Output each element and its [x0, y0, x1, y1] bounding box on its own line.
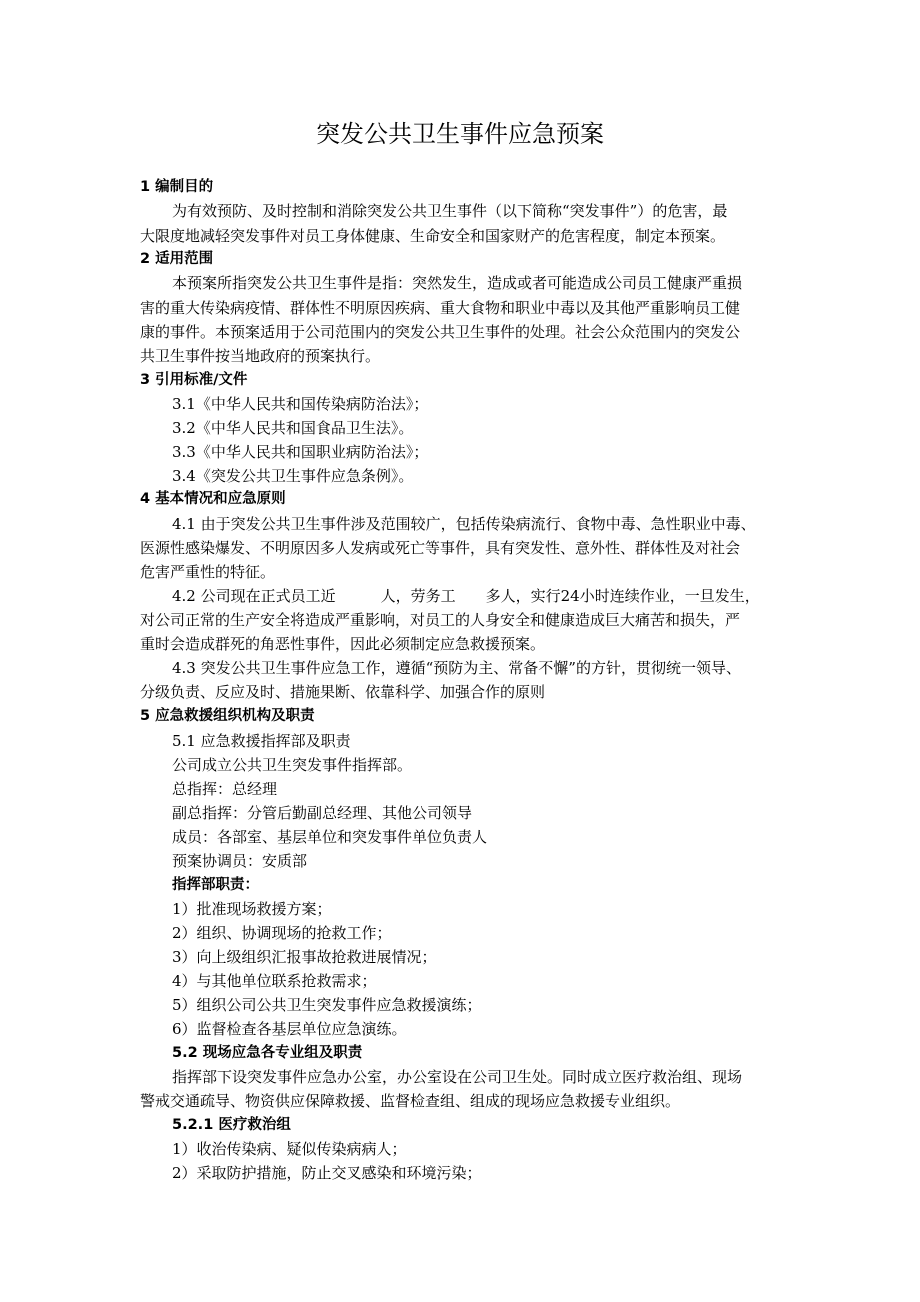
body-text-line: 1）收治传染病、疑似传染病病人； — [172, 1140, 407, 1158]
body-text-line: 公司成立公共卫生突发事件指挥部。 — [172, 756, 413, 774]
section-heading: 3 引用标准/文件 — [140, 372, 248, 388]
section-heading: 4 基本情况和应急原则 — [140, 491, 286, 507]
body-text-line: 危害严重性的特征。 — [140, 563, 276, 581]
body-text-line: 3.4《突发公共卫生事件应急条例》。 — [172, 467, 414, 485]
body-text-line: 本预案所指突发公共卫生事件是指：突然发生，造成或者可能造成公司员工健康严重损 — [172, 274, 743, 292]
body-text-line: 2）采取防护措施，防止交叉感染和环境污染； — [172, 1164, 482, 1182]
section-heading: 1 编制目的 — [140, 179, 214, 195]
body-text-line: 为有效预防、及时控制和消除突发公共卫生事件（以下简称“突发事件”）的危害，最 — [172, 202, 728, 220]
body-text-line: 3.3《中华人民共和国职业病防治法》； — [172, 443, 429, 461]
body-text-line: 共卫生事件按当地政府的预案执行。 — [140, 347, 381, 365]
body-text-line: 预案协调员：安质部 — [172, 852, 308, 870]
body-text-line: 重时会造成群死的角恶性事件，因此必须制定应急救援预案。 — [140, 635, 546, 653]
body-text-line: 指挥部下设突发事件应急办公室，办公室设在公司卫生处。同时成立医疗救治组、现场 — [172, 1068, 743, 1086]
section-heading: 5 应急救援组织机构及职责 — [140, 708, 315, 724]
body-text-line: 总指挥：总经理 — [172, 780, 278, 798]
body-text-line: 康的事件。本预案适用于公司范围内的突发公共卫生事件的处理。社会公众范围内的突发公 — [140, 323, 741, 341]
body-text-line: 对公司正常的生产安全将造成严重影响，对员工的人身安全和健康造成巨大痛苦和损失，严 — [140, 611, 741, 629]
body-text-line: 大限度地减轻突发事件对员工身体健康、生命安全和国家财产的危害程度，制定本预案。 — [140, 227, 726, 245]
document-title: 突发公共卫生事件应急预案 — [316, 120, 604, 148]
body-text-line: 4.3 突发公共卫生事件应急工作，遵循“预防为主、常备不懈”的方针，贯彻统一领导、 — [172, 659, 741, 677]
body-text-line: 3.2《中华人民共和国食品卫生法》。 — [172, 419, 414, 437]
body-text-line: 医源性感染爆发、不明原因多人发病或死亡等事件，具有突发性、意外性、群体性及对社会 — [140, 539, 741, 557]
subsection-heading: 5.2.1 医疗救治组 — [172, 1117, 291, 1133]
body-text-line: 4.2 公司现在正式员工近 人，劳务工 多人，实行24小时连续作业，一旦发生， — [172, 587, 760, 605]
subsection-heading: 5.2 现场应急各专业组及职责 — [172, 1045, 363, 1061]
body-text-line: 成员：各部室、基层单位和突发事件单位负责人 — [172, 828, 488, 846]
body-text-line: 4）与其他单位联系抢救需求； — [172, 972, 377, 990]
body-text-line: 4.1 由于突发公共卫生事件涉及范围较广，包括传染病流行、食物中毒、急性职业中毒、 — [172, 515, 756, 533]
body-text-line: 5.1 应急救援指挥部及职责 — [172, 732, 351, 750]
subsection-heading: 指挥部职责： — [172, 877, 259, 893]
section-heading: 2 适用范围 — [140, 251, 214, 267]
body-text-line: 6）监督检查各基层单位应急演练。 — [172, 1020, 407, 1038]
body-text-line: 分级负责、反应及时、措施果断、依靠科学、加强合作的原则 — [140, 683, 546, 701]
body-text-line: 1）批准现场救援方案； — [172, 900, 332, 918]
body-text-line: 3）向上级组织汇报事故抢救进展情况； — [172, 948, 437, 966]
body-text-line: 警戒交通疏导、物资供应保障救援、监督检查组、组成的现场应急救援专业组织。 — [140, 1092, 681, 1110]
body-text-line: 害的重大传染病疫情、群体性不明原因疾病、重大食物和职业中毒以及其他严重影响员工健 — [140, 299, 741, 317]
body-text-line: 5）组织公司公共卫生突发事件应急救援演练； — [172, 996, 482, 1014]
body-text-line: 副总指挥：分管后勤副总经理、其他公司领导 — [172, 804, 473, 822]
body-text-line: 2）组织、协调现场的抢救工作； — [172, 924, 392, 942]
body-text-line: 3.1《中华人民共和国传染病防治法》； — [172, 395, 429, 413]
